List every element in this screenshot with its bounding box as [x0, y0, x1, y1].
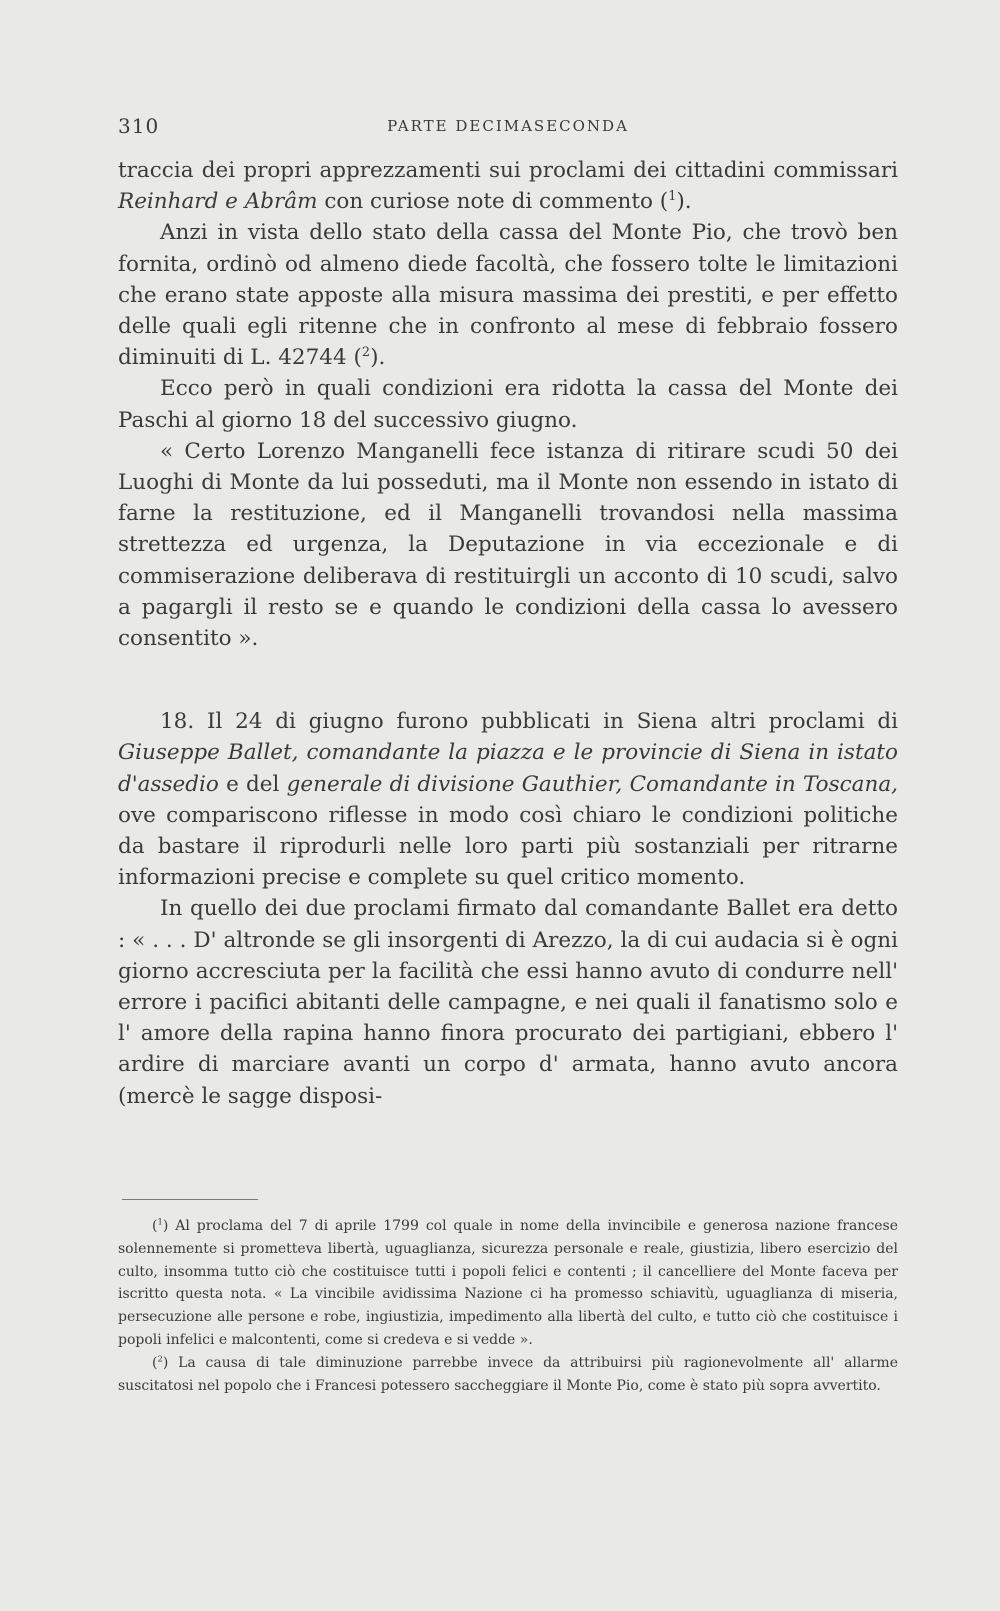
p5-text-c: ove compariscono riflesse in modo così chiaro le condizioni politiche da bastare il riprodurli nelle loro parti più sostanziali per ritrarne informazioni precise e complete su quel critico momento.: [118, 802, 898, 891]
p5-italic-1: Giuseppe Ballet, comandante la piazza e le provincie di Siena in istato d'assedio: [118, 740, 898, 797]
paragraph-2: [118, 217, 898, 373]
page-number: 310: [118, 114, 160, 138]
footnote-2-mark: 2: [157, 1353, 163, 1364]
running-title: PARTE DECIMASECONDA: [387, 117, 629, 135]
p1-text-c: ).: [676, 189, 692, 215]
footnote-1-text: Al proclama del 7 di aprile 1799 col quale in nome della invincibile e generosa nazione francese solennemente si prometteva libertà, uguaglianza, sicurezza personale e reale, giustizia, libero esercizio del culto, insomma tutto ciò che costituisce tutti i popoli felici e contenti ; il cancelliere del Monte faceva per iscritto questa nota. « La vincibile avidissima Nazione ci ha promesso schiavitù, uguaglianza di miseria, persecuzione alle persone e robe, ingiustizia, impedimento alla libertà del culto, e tutto ciò che costituisce i popoli infelici e malcontenti, come si credeva e si vedde ».: [118, 1218, 898, 1348]
p5-italic-2: generale di divisione Gauthier, Comandante in Toscana,: [286, 771, 898, 797]
page-header: [118, 114, 898, 144]
p5-text-b: e del: [218, 771, 287, 797]
footnote-2-text: La causa di tale diminuzione parrebbe invece da attribuirsi più ragionevolmente all' allarme suscitatosi nel popolo che i Francesi potessero saccheggiare il Monte Pio, come è stato più sopra avvertito.: [118, 1354, 898, 1394]
paragraph-4-quote: « Certo Lorenzo Manganelli fece istanza di ritirare scudi 50 dei Luoghi di Monte da lui posseduti, ma il Monte non essendo in istato di farne la restituzione, ed il Manganelli trovandosi nella massima strettezza ed urgenza, la Deputazione in via eccezionale e di commiserazione deliberava di restituirgli un acconto di 10 scudi, salvo a pagargli il resto se e quando le condizioni della cassa lo avessero consentito ».: [118, 438, 898, 652]
paragraph-5-section-18: [118, 706, 898, 893]
footnotes: [118, 1215, 898, 1397]
footnote-ref-1: 1: [668, 189, 677, 205]
footnote-divider: [122, 1199, 258, 1200]
footnote-ref-2: 2: [361, 345, 371, 361]
p1-text-b: con curiose note di commento (: [317, 189, 669, 215]
p1-text-a: traccia dei propri apprezzamenti sui proclami dei cittadini commissari: [118, 158, 898, 183]
footnote-1: ($^1$) Al proclama del 7 di aprile 1799 col quale in nome della invincibile e generosa nazione francese solennemente si prometteva libertà, uguaglianza, sicurezza personale e reale, giustizia, libero esercizio del culto, insomma tutto ciò che costituisce tutti i popoli felici e contenti ; il cancelliere del Monte faceva per iscritto questa nota. « La vincibile avidissima Nazione ci ha promesso schiavitù, uguaglianza di miseria, persecuzione alle persone e robe, ingiustizia, impedimento alla libertà del culto, e tutto ciò che costituisce i popoli infelici e malcontenti, come si credeva e si vedde ».: [118, 1216, 898, 1348]
footnote-1-mark: 1: [157, 1216, 163, 1227]
footnote-2: ($^2$) La causa di tale diminuzione parrebbe invece da attribuirsi più ragionevolmente all' allarme suscitatosi nel popolo che i Francesi potessero saccheggiare il Monte Pio, come è stato più sopra avvertito.: [118, 1353, 898, 1394]
paragraph-1: [118, 155, 898, 217]
body-text: [118, 155, 898, 1112]
p1-italic: Reinhard e Abrâm: [118, 189, 318, 215]
p5-text-a: 18. Il 24 di giugno furono pubblicati in Siena altri proclami di: [160, 709, 898, 735]
paragraph-6: In quello dei due proclami firmato dal comandante Ballet era detto : « . . . D' altronde se gli insorgenti di Arezzo, la di cui audacia si è ogni giorno accresciuta per la facilità che essi hanno avuto di condurre nell' errore i pacifici abitanti delle campagne, e nei quali il fanatismo solo e l' amore della rapina hanno finora procurato dei partigiani, ebbero l' ardire di marciare avanti un corpo d' armata, hanno avuto ancora (mercè le sagge disposi-: [118, 896, 898, 1109]
p2-text-a: Anzi in vista dello stato della cassa del Monte Pio, che trovò ben fornita, ordinò od almeno diede facoltà, che fossero tolte le limitazioni che erano state apposte alla misura massima dei prestiti, e per effetto delle quali egli ritenne che in confronto al mese di febbraio fossero diminuiti di L. 42744 (: [118, 220, 898, 371]
paragraph-3: Ecco però in quali condizioni era ridotta la cassa del Monte dei Paschi al giorno 18 del successivo giugno.: [118, 376, 898, 433]
p2-text-b: ).: [370, 345, 386, 371]
section-gap: [118, 654, 898, 706]
